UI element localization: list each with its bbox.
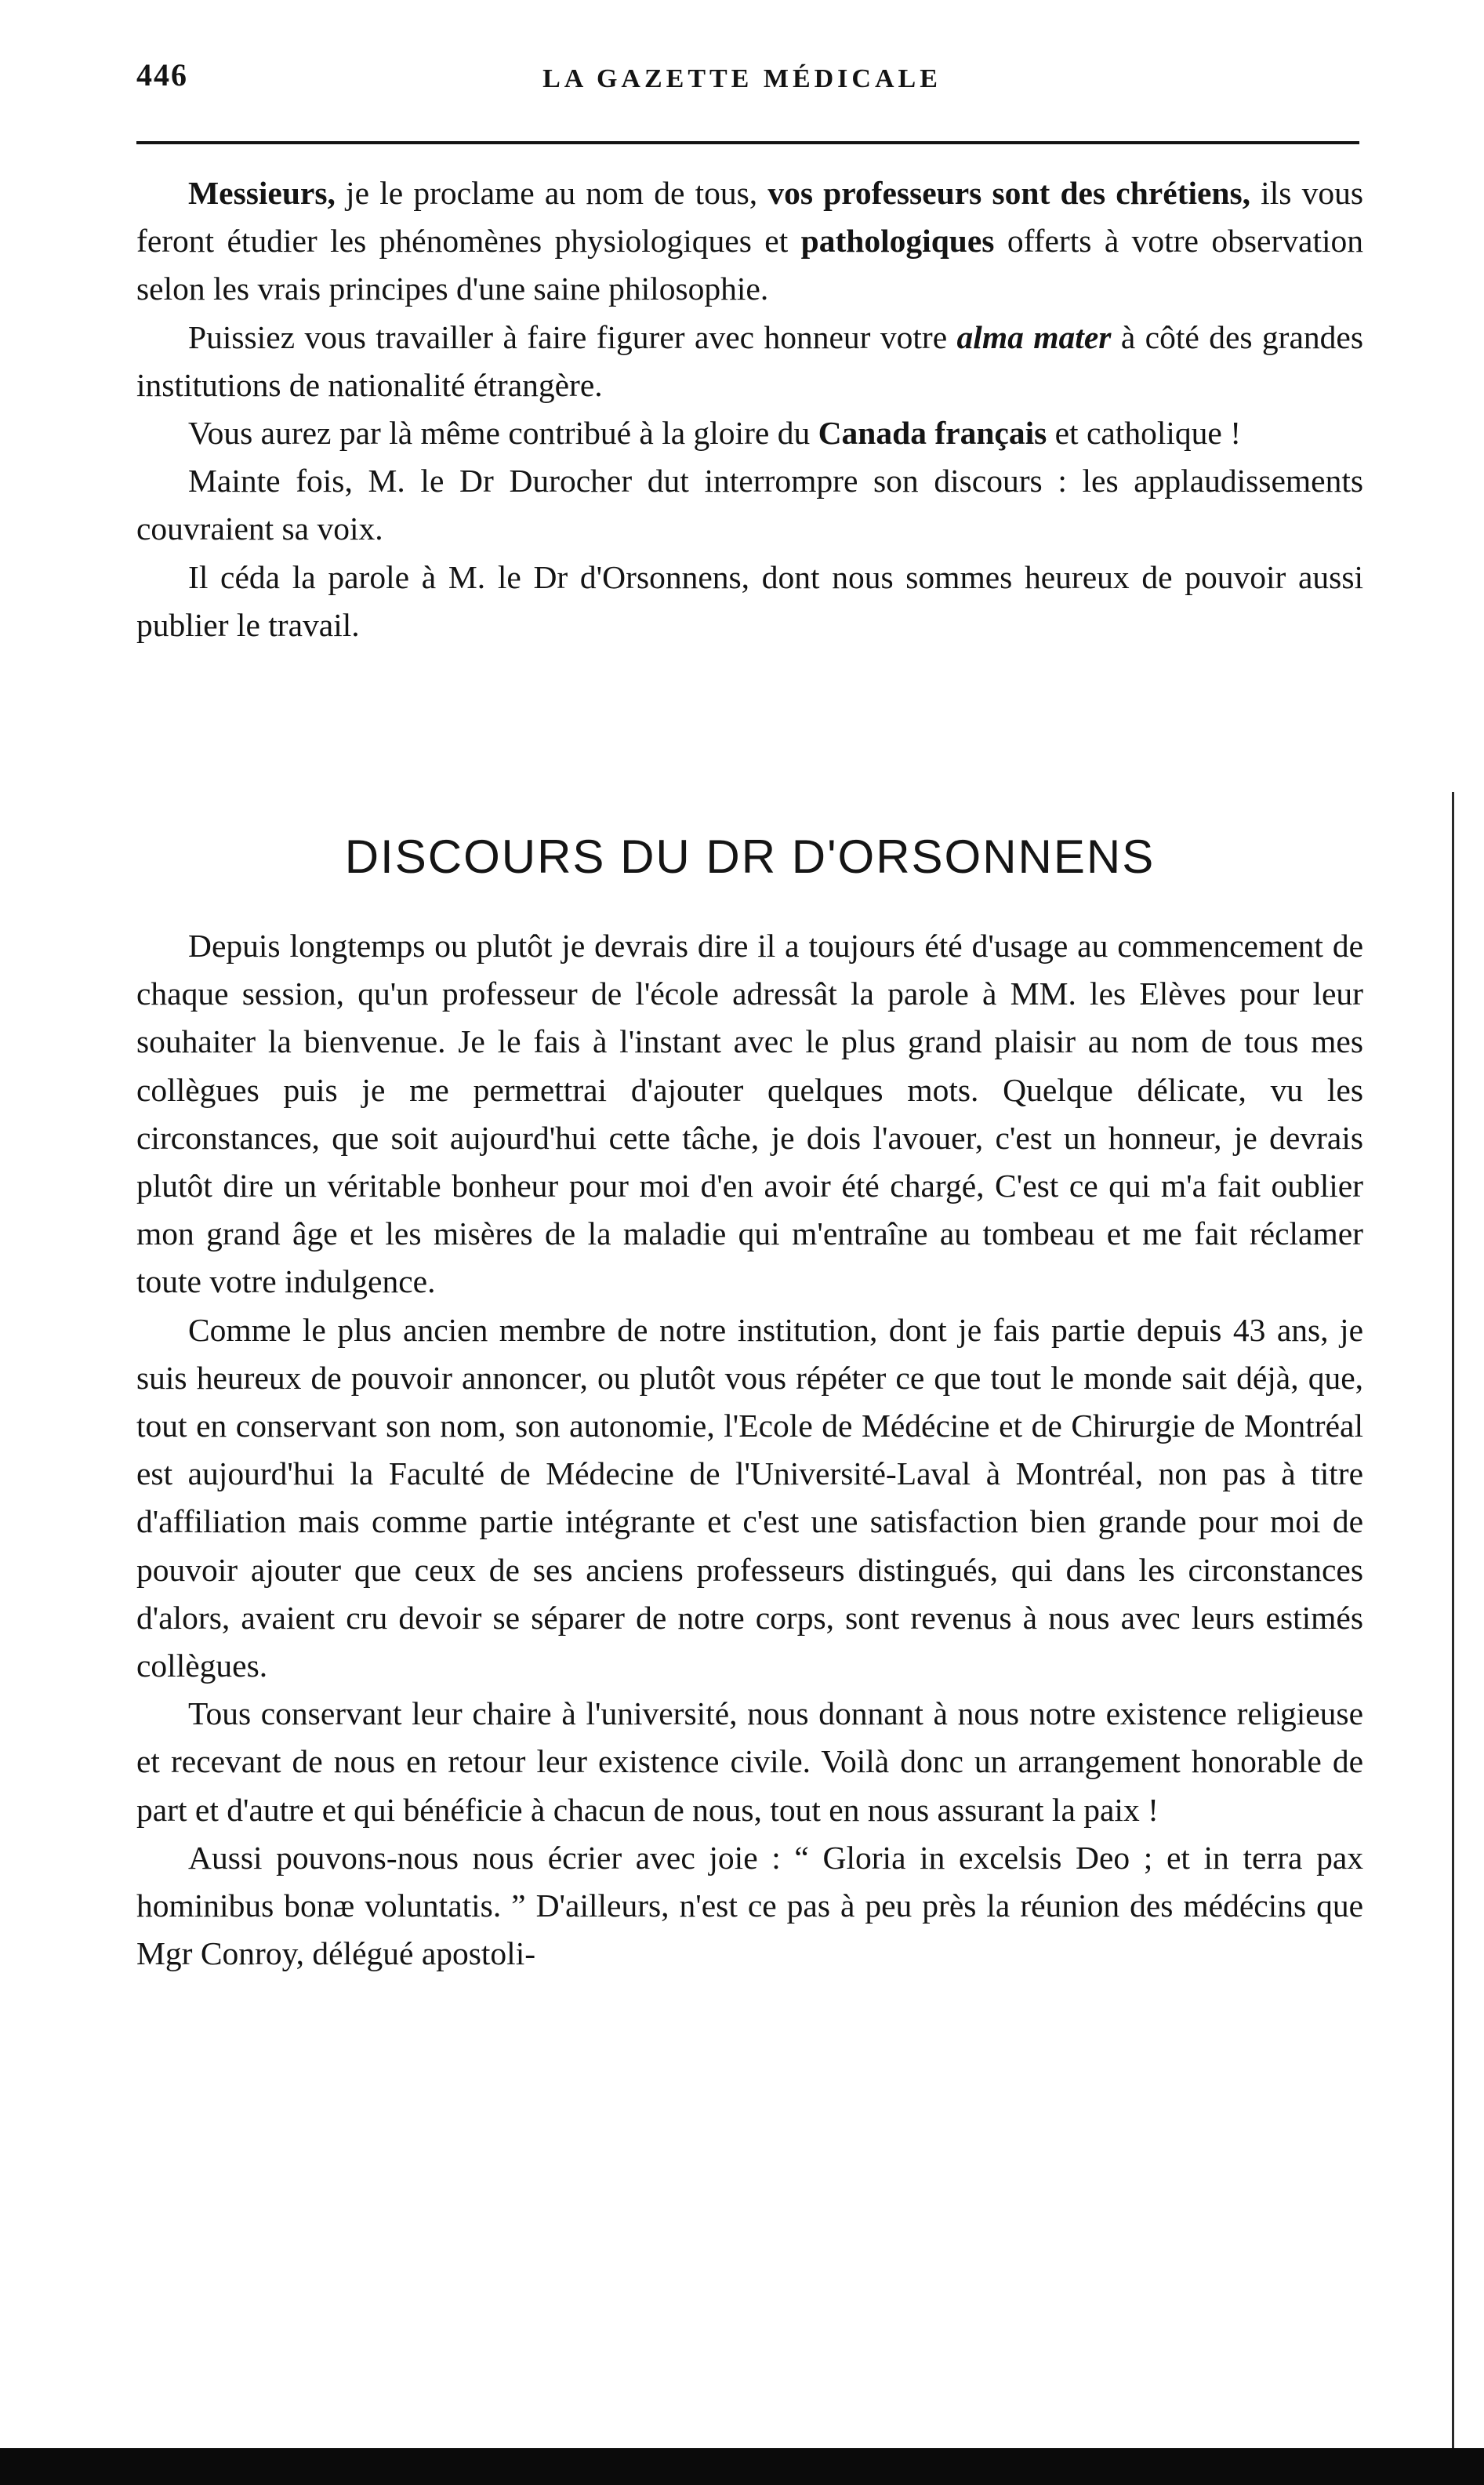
paragraph: Depuis longtemps ou plutôt je devrais dire il a toujours été d'usage au commencement de chaque session, qu'un professeur de l'école adressât la parole à MM. les Elèves pour leur souhaiter la bienvenue. Je le fais à l'instant avec le plus grand plaisir au nom de tous mes collègues puis je me permettrai d'ajouter quelques mots. Quelque délicate, vu les circonstances, que soit aujourd'hui cette tâche, je dois l'avouer, c'est un honneur, je devrais plutôt dire un véritable bonheur pour moi d'en avoir été chargé, C'est ce qui m'a fait oublier mon grand âge et les misères de la maladie qui m'entraîne au tombeau et me fait réclamer toute votre indulgence.: [136, 928, 1363, 1300]
text-run: pathologiques: [800, 223, 995, 260]
discourse-text-block: [136, 922, 1363, 1978]
paragraph: [136, 314, 1363, 409]
paragraph: Comme le plus ancien membre de notre institution, dont je fais partie depuis 43 ans, je suis heureux de pouvoir annoncer, ou plutôt vous répéter ce que tout le monde sait déjà, que, tout en conservant son nom, son autonomie, l'Ecole de Médécine et de Chirurgie de Montréal est aujourd'hui la Faculté de Médecine de l'Université-Laval à Montréal, non pas à titre d'affiliation mais comme partie intégrante et c'est une satisfaction bien grande pour moi de pouvoir ajouter que ceux de ses anciens professeurs distingués, qui dans les circonstances d'alors, avaient cru devoir se séparer de notre corps, sont revenus à nous avec leurs estimés collègues.: [136, 1311, 1363, 1684]
page-edge-right: [1452, 792, 1454, 2454]
paragraph: Aussi pouvons-nous nous écrier avec joie : “ Gloria in excelsis Deo ; et in terra pax hominibus bonæ voluntatis. ” D'ailleurs, n'est ce pas à peu près la réunion des médécins que Mgr Conroy, délégué apostoli-: [136, 1839, 1363, 1972]
paragraph: Tous conservant leur chaire à l'université, nous donnant à nous notre existence religieuse et recevant de nous en retour leur existence civile. Voilà donc un arrangement honorable de part et d'autre et qui bénéficie à chacun de nous, tout en nous assurant la paix !: [136, 1695, 1363, 1828]
text-run: ils vous feront étudier les phénomènes physiologiques et: [136, 175, 1363, 260]
paragraph: [136, 409, 1363, 457]
text-run: Messieurs,: [188, 175, 336, 211]
running-head: LA GAZETTE MÉDICALE: [542, 64, 942, 93]
paragraph: [136, 554, 1363, 649]
text-run: Mainte fois, M. le Dr Durocher dut interrompre son discours : les applaudissements couvraient sa voix.: [136, 463, 1363, 547]
page-number: 446: [136, 57, 188, 93]
text-run: offerts à votre observation selon les vrais principes d'une saine philosophie.: [136, 223, 1363, 307]
text-run: Il céda la parole à M. le Dr d'Orsonnens, dont nous sommes heureux de pouvoir aussi publier le travail.: [136, 558, 1363, 643]
intro-text-block: [136, 169, 1363, 649]
text-run: vos professeurs sont des chrétiens,: [767, 175, 1250, 211]
text-run: à côté des grandes institutions de nationalité étrangère.: [136, 318, 1363, 403]
text-run: Vous aurez par là même contribué à la gloire du: [188, 415, 818, 452]
text-run: Canada français: [818, 415, 1047, 452]
paragraph: [136, 457, 1363, 553]
header-rule: [136, 141, 1359, 144]
page-edge-bottom: [0, 2448, 1484, 2485]
text-run: et catholique !: [1047, 415, 1242, 452]
section-title: DISCOURS DU DR D'ORSONNENS: [344, 830, 1156, 883]
paragraph: [136, 169, 1363, 314]
text-run: alma mater: [956, 318, 1112, 355]
text-run: Puissiez vous travailler à faire figurer avec honneur votre: [188, 318, 957, 355]
text-run: je le proclame au nom de tous,: [335, 175, 768, 211]
